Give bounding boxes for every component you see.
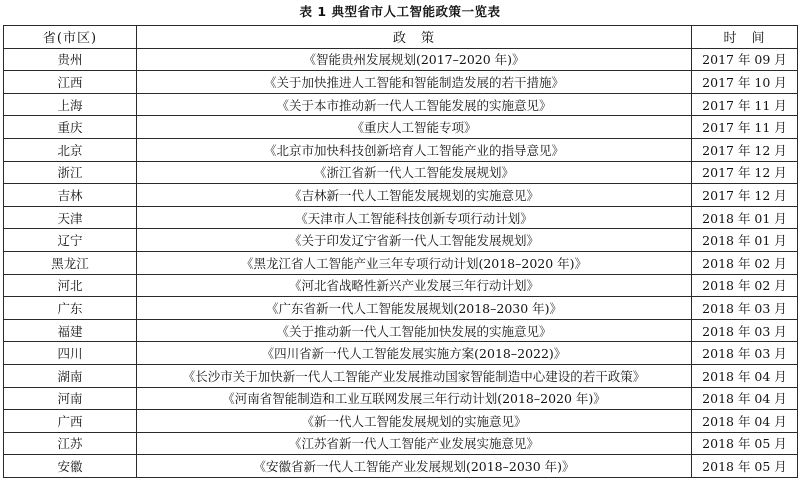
date-cell: 2017 年 12 月 xyxy=(692,161,798,184)
header-date: 时 间 xyxy=(692,26,798,49)
policy-cell: 《关于本市推动新一代人工智能发展的实施意见》 xyxy=(137,93,692,116)
table-caption: 表 1 典型省市人工智能政策一览表 xyxy=(299,4,501,19)
date-cell: 2018 年 05 月 xyxy=(692,432,798,455)
province-cell: 黑龙江 xyxy=(4,251,137,274)
table-row xyxy=(4,116,798,139)
policy-cell: 《北京市加快科技创新培育人工智能产业的指导意见》 xyxy=(137,138,692,161)
table-row xyxy=(4,364,798,387)
table-row xyxy=(4,432,798,455)
province-cell: 广西 xyxy=(4,410,137,433)
table-row xyxy=(4,48,798,71)
province-cell: 安徽 xyxy=(4,455,137,478)
table-row xyxy=(4,274,798,297)
table-row xyxy=(4,161,798,184)
province-cell: 北京 xyxy=(4,138,137,161)
province-cell: 浙江 xyxy=(4,161,137,184)
header-province: 省(市区) xyxy=(4,26,137,49)
date-cell: 2017 年 12 月 xyxy=(692,138,798,161)
table-row xyxy=(4,138,798,161)
date-cell: 2018 年 01 月 xyxy=(692,229,798,252)
policy-cell: 《关于印发辽宁省新一代人工智能发展规划》 xyxy=(137,229,692,252)
header-row xyxy=(4,26,798,49)
province-cell: 江苏 xyxy=(4,432,137,455)
province-cell: 河北 xyxy=(4,274,137,297)
date-cell: 2018 年 01 月 xyxy=(692,206,798,229)
province-cell: 广东 xyxy=(4,297,137,320)
date-cell: 2017 年 11 月 xyxy=(692,116,798,139)
table-header xyxy=(4,26,798,49)
policy-cell: 《智能贵州发展规划(2017–2020 年)》 xyxy=(137,48,692,71)
table-row xyxy=(4,297,798,320)
policy-cell: 《吉林新一代人工智能发展规划的实施意见》 xyxy=(137,184,692,207)
header-policy: 政 策 xyxy=(137,26,692,49)
province-cell: 河南 xyxy=(4,387,137,410)
date-cell: 2018 年 04 月 xyxy=(692,364,798,387)
date-cell: 2018 年 05 月 xyxy=(692,455,798,478)
policy-cell: 《广东省新一代人工智能发展规划(2018–2030 年)》 xyxy=(137,297,692,320)
date-cell: 2017 年 10 月 xyxy=(692,71,798,94)
date-cell: 2018 年 03 月 xyxy=(692,319,798,342)
date-cell: 2018 年 02 月 xyxy=(692,251,798,274)
table-row xyxy=(4,71,798,94)
policy-cell: 《江苏省新一代人工智能产业发展实施意见》 xyxy=(137,432,692,455)
table-row xyxy=(4,387,798,410)
date-cell: 2018 年 02 月 xyxy=(692,274,798,297)
province-cell: 四川 xyxy=(4,342,137,365)
policy-cell: 《浙江省新一代人工智能发展规划》 xyxy=(137,161,692,184)
table-row xyxy=(4,319,798,342)
date-cell: 2018 年 04 月 xyxy=(692,387,798,410)
province-cell: 吉林 xyxy=(4,184,137,207)
table-row xyxy=(4,251,798,274)
date-cell: 2018 年 03 月 xyxy=(692,342,798,365)
date-cell: 2017 年 09 月 xyxy=(692,48,798,71)
date-cell: 2017 年 12 月 xyxy=(692,184,798,207)
province-cell: 天津 xyxy=(4,206,137,229)
province-cell: 湖南 xyxy=(4,364,137,387)
policy-cell: 《重庆人工智能专项》 xyxy=(137,116,692,139)
table-row xyxy=(4,455,798,478)
province-cell: 重庆 xyxy=(4,116,137,139)
policy-cell: 《河北省战略性新兴产业发展三年行动计划》 xyxy=(137,274,692,297)
province-cell: 江西 xyxy=(4,71,137,94)
date-cell: 2017 年 11 月 xyxy=(692,93,798,116)
province-cell: 辽宁 xyxy=(4,229,137,252)
policy-cell: 《关于加快推进人工智能和智能制造发展的若干措施》 xyxy=(137,71,692,94)
policy-cell: 《黑龙江省人工智能产业三年专项行动计划(2018–2020 年)》 xyxy=(137,251,692,274)
table-row xyxy=(4,410,798,433)
policy-cell: 《安徽省新一代人工智能产业发展规划(2018–2030 年)》 xyxy=(137,455,692,478)
table-row xyxy=(4,342,798,365)
table-row xyxy=(4,206,798,229)
policy-cell: 《长沙市关于加快新一代人工智能产业发展推动国家智能制造中心建设的若干政策》 xyxy=(137,364,692,387)
policy-cell: 《天津市人工智能科技创新专项行动计划》 xyxy=(137,206,692,229)
province-cell: 上海 xyxy=(4,93,137,116)
table-row xyxy=(4,229,798,252)
province-cell: 福建 xyxy=(4,319,137,342)
table-body xyxy=(4,48,798,477)
province-cell: 贵州 xyxy=(4,48,137,71)
date-cell: 2018 年 03 月 xyxy=(692,297,798,320)
table-row xyxy=(4,184,798,207)
table-row xyxy=(4,93,798,116)
policy-cell: 《四川省新一代人工智能发展实施方案(2018–2022)》 xyxy=(137,342,692,365)
policy-cell: 《河南省智能制造和工业互联网发展三年行动计划(2018–2020 年)》 xyxy=(137,387,692,410)
policy-cell: 《新一代人工智能发展规划的实施意见》 xyxy=(137,410,692,433)
policy-table xyxy=(3,25,798,478)
date-cell: 2018 年 04 月 xyxy=(692,410,798,433)
policy-cell: 《关于推动新一代人工智能加快发展的实施意见》 xyxy=(137,319,692,342)
